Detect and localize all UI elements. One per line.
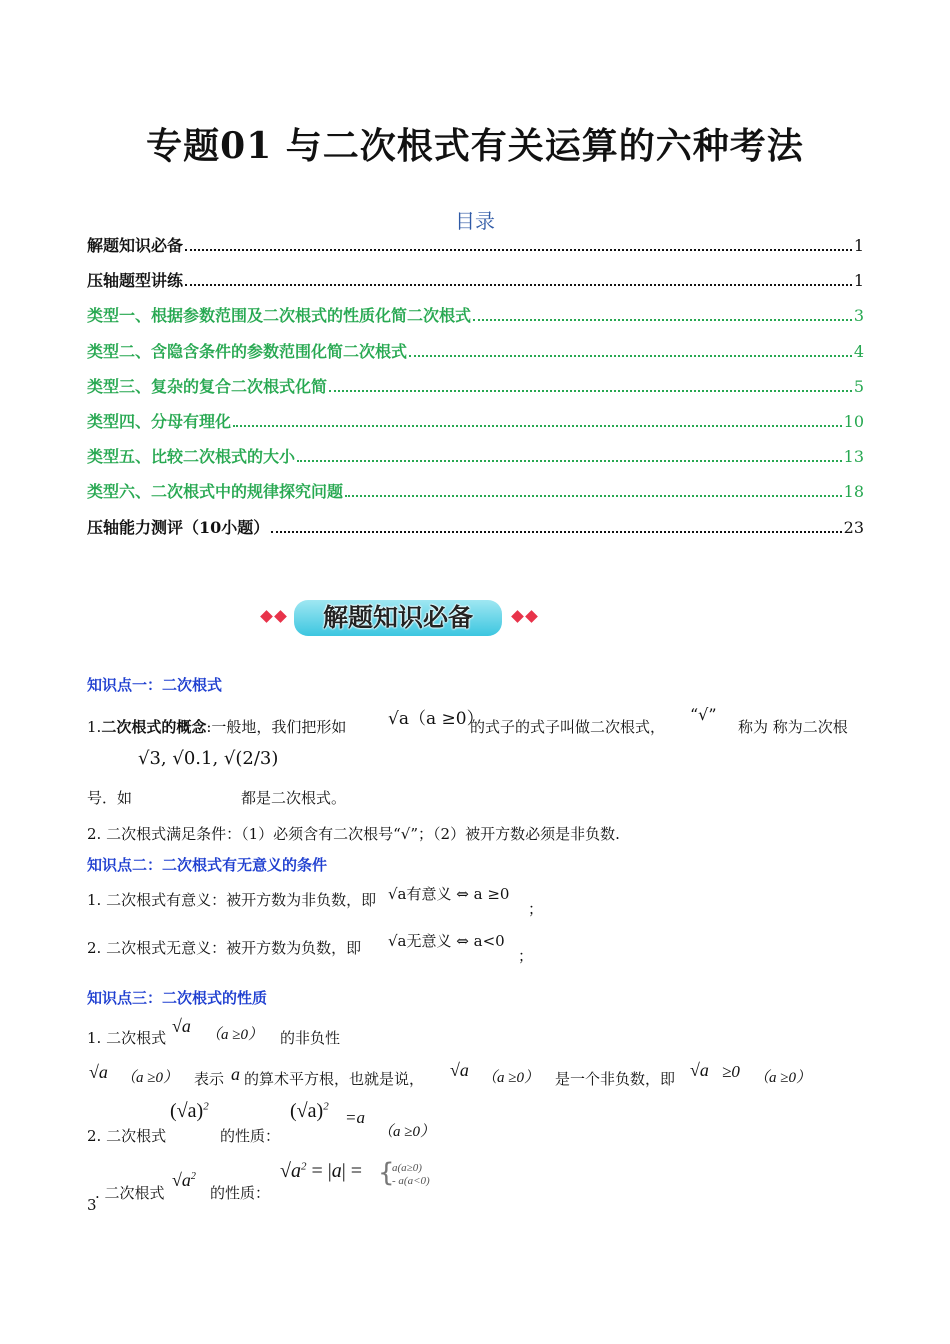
paragraph: 的性质：: [210, 1184, 271, 1202]
section-banner: [258, 596, 548, 642]
diamond-icon: [525, 610, 538, 623]
toc-leader: [473, 319, 852, 321]
section-heading: 知识点二：二次根式有无意义的条件: [87, 856, 328, 874]
paragraph: 1. 二次根式: [87, 1029, 167, 1047]
formula: ≥0: [722, 1062, 740, 1081]
diamond-icon: [274, 610, 287, 623]
toc-leader: [409, 355, 852, 357]
diamond-icon: [511, 610, 524, 623]
formula: √a: [690, 1060, 709, 1080]
formula: √a: [172, 1016, 191, 1036]
toc-entry[interactable]: 类型二、含隐含条件的参数范围化简二次根式 4: [87, 341, 864, 361]
formula: （a ≥0）: [121, 1070, 178, 1086]
toc-entry[interactable]: 类型六、二次根式中的规律探究问题 18: [87, 482, 864, 502]
toc-leader: [345, 495, 842, 497]
banner-title: 解题知识必备: [322, 603, 473, 632]
toc-leader: [329, 390, 852, 392]
section-heading: 知识点一：二次根式: [87, 676, 223, 694]
paragraph: 都是二次根式。: [241, 789, 347, 807]
formula: √3, √0.1, √(2/3): [138, 748, 279, 769]
toc-leader: [185, 249, 852, 251]
formula: a: [231, 1064, 240, 1084]
formula: （a ≥0）: [378, 1124, 435, 1140]
case-brace: {: [378, 1158, 395, 1188]
formula: √a: [450, 1060, 469, 1080]
toc-leader: [185, 284, 852, 286]
page-title: 专题01 与二次根式有关运算的六种考法: [146, 125, 804, 167]
paragraph: 称为 称为二次根: [738, 718, 848, 736]
punctuation: ；: [518, 947, 534, 965]
toc-entry[interactable]: 压轴能力测评（10小题） 23: [87, 517, 864, 537]
paragraph: 的非负性: [280, 1029, 341, 1047]
toc-entry[interactable]: 压轴题型讲练 1: [87, 271, 864, 291]
toc-entry[interactable]: 类型三、复杂的复合二次根式化简 5: [87, 376, 864, 396]
paragraph: . 二次根式: [95, 1184, 165, 1202]
radical-symbol: “√”: [690, 705, 717, 724]
punctuation: ；: [528, 900, 544, 918]
formula: √a有意义 ⇔ a ≥0: [388, 885, 510, 903]
paragraph: 3: [87, 1196, 97, 1214]
table-of-contents: [87, 233, 864, 550]
paragraph: 是一个非负数，即: [555, 1070, 676, 1088]
toc-entry[interactable]: 类型四、分母有理化 10: [87, 411, 864, 431]
toc-heading: 目录: [455, 209, 495, 233]
formula: （a ≥0）: [482, 1070, 539, 1086]
paragraph: 1. 二次根式有意义：被开方数为非负数，即: [87, 891, 377, 909]
paragraph: 2. 二次根式满足条件：（1）必须含有二次根号“√”；（2）被开方数必须是非负数.: [87, 825, 620, 843]
formula: √a（a ≥0）: [388, 709, 484, 729]
paragraph: 的式子的式子叫做二次根式，: [470, 718, 666, 736]
formula: （a ≥0）: [754, 1070, 811, 1086]
paragraph: 1.二次根式的概念:一般地，我们把形如: [87, 718, 347, 736]
formula: √a无意义 ⇔ a<0: [388, 932, 505, 950]
toc-leader: [271, 531, 841, 533]
paragraph: 的算术平方根，也就是说，: [244, 1070, 425, 1088]
formula-cases: a(a≥0) - a(a<0): [392, 1162, 430, 1187]
toc-entry[interactable]: 类型一、根据参数范围及二次根式的性质化简二次根式 3: [87, 306, 864, 326]
section-heading: 知识点三：二次根式的性质: [87, 989, 268, 1007]
formula: √a: [89, 1062, 108, 1082]
paragraph: 号．如: [87, 789, 133, 807]
formula: $√a^2 = |a|$ =: [280, 1160, 363, 1182]
toc-entry[interactable]: 解题知识必备 1: [87, 236, 864, 255]
paragraph: 2. 二次根式无意义：被开方数为负数，即: [87, 939, 362, 957]
formula: =a: [345, 1108, 365, 1127]
paragraph: 表示: [194, 1070, 225, 1088]
formula: $(√a)^2$: [290, 1100, 329, 1122]
formula: $(√a)^2$: [170, 1100, 209, 1122]
toc-leader: [297, 460, 842, 462]
paragraph: 2. 二次根式: [87, 1127, 167, 1145]
toc-leader: [233, 425, 842, 427]
paragraph: 的性质：: [220, 1127, 281, 1145]
formula: （a ≥0）: [206, 1027, 263, 1043]
formula: $√a^2$: [172, 1170, 196, 1190]
diamond-icon: [260, 610, 273, 623]
toc-entry[interactable]: 类型五、比较二次根式的大小 13: [87, 447, 864, 467]
